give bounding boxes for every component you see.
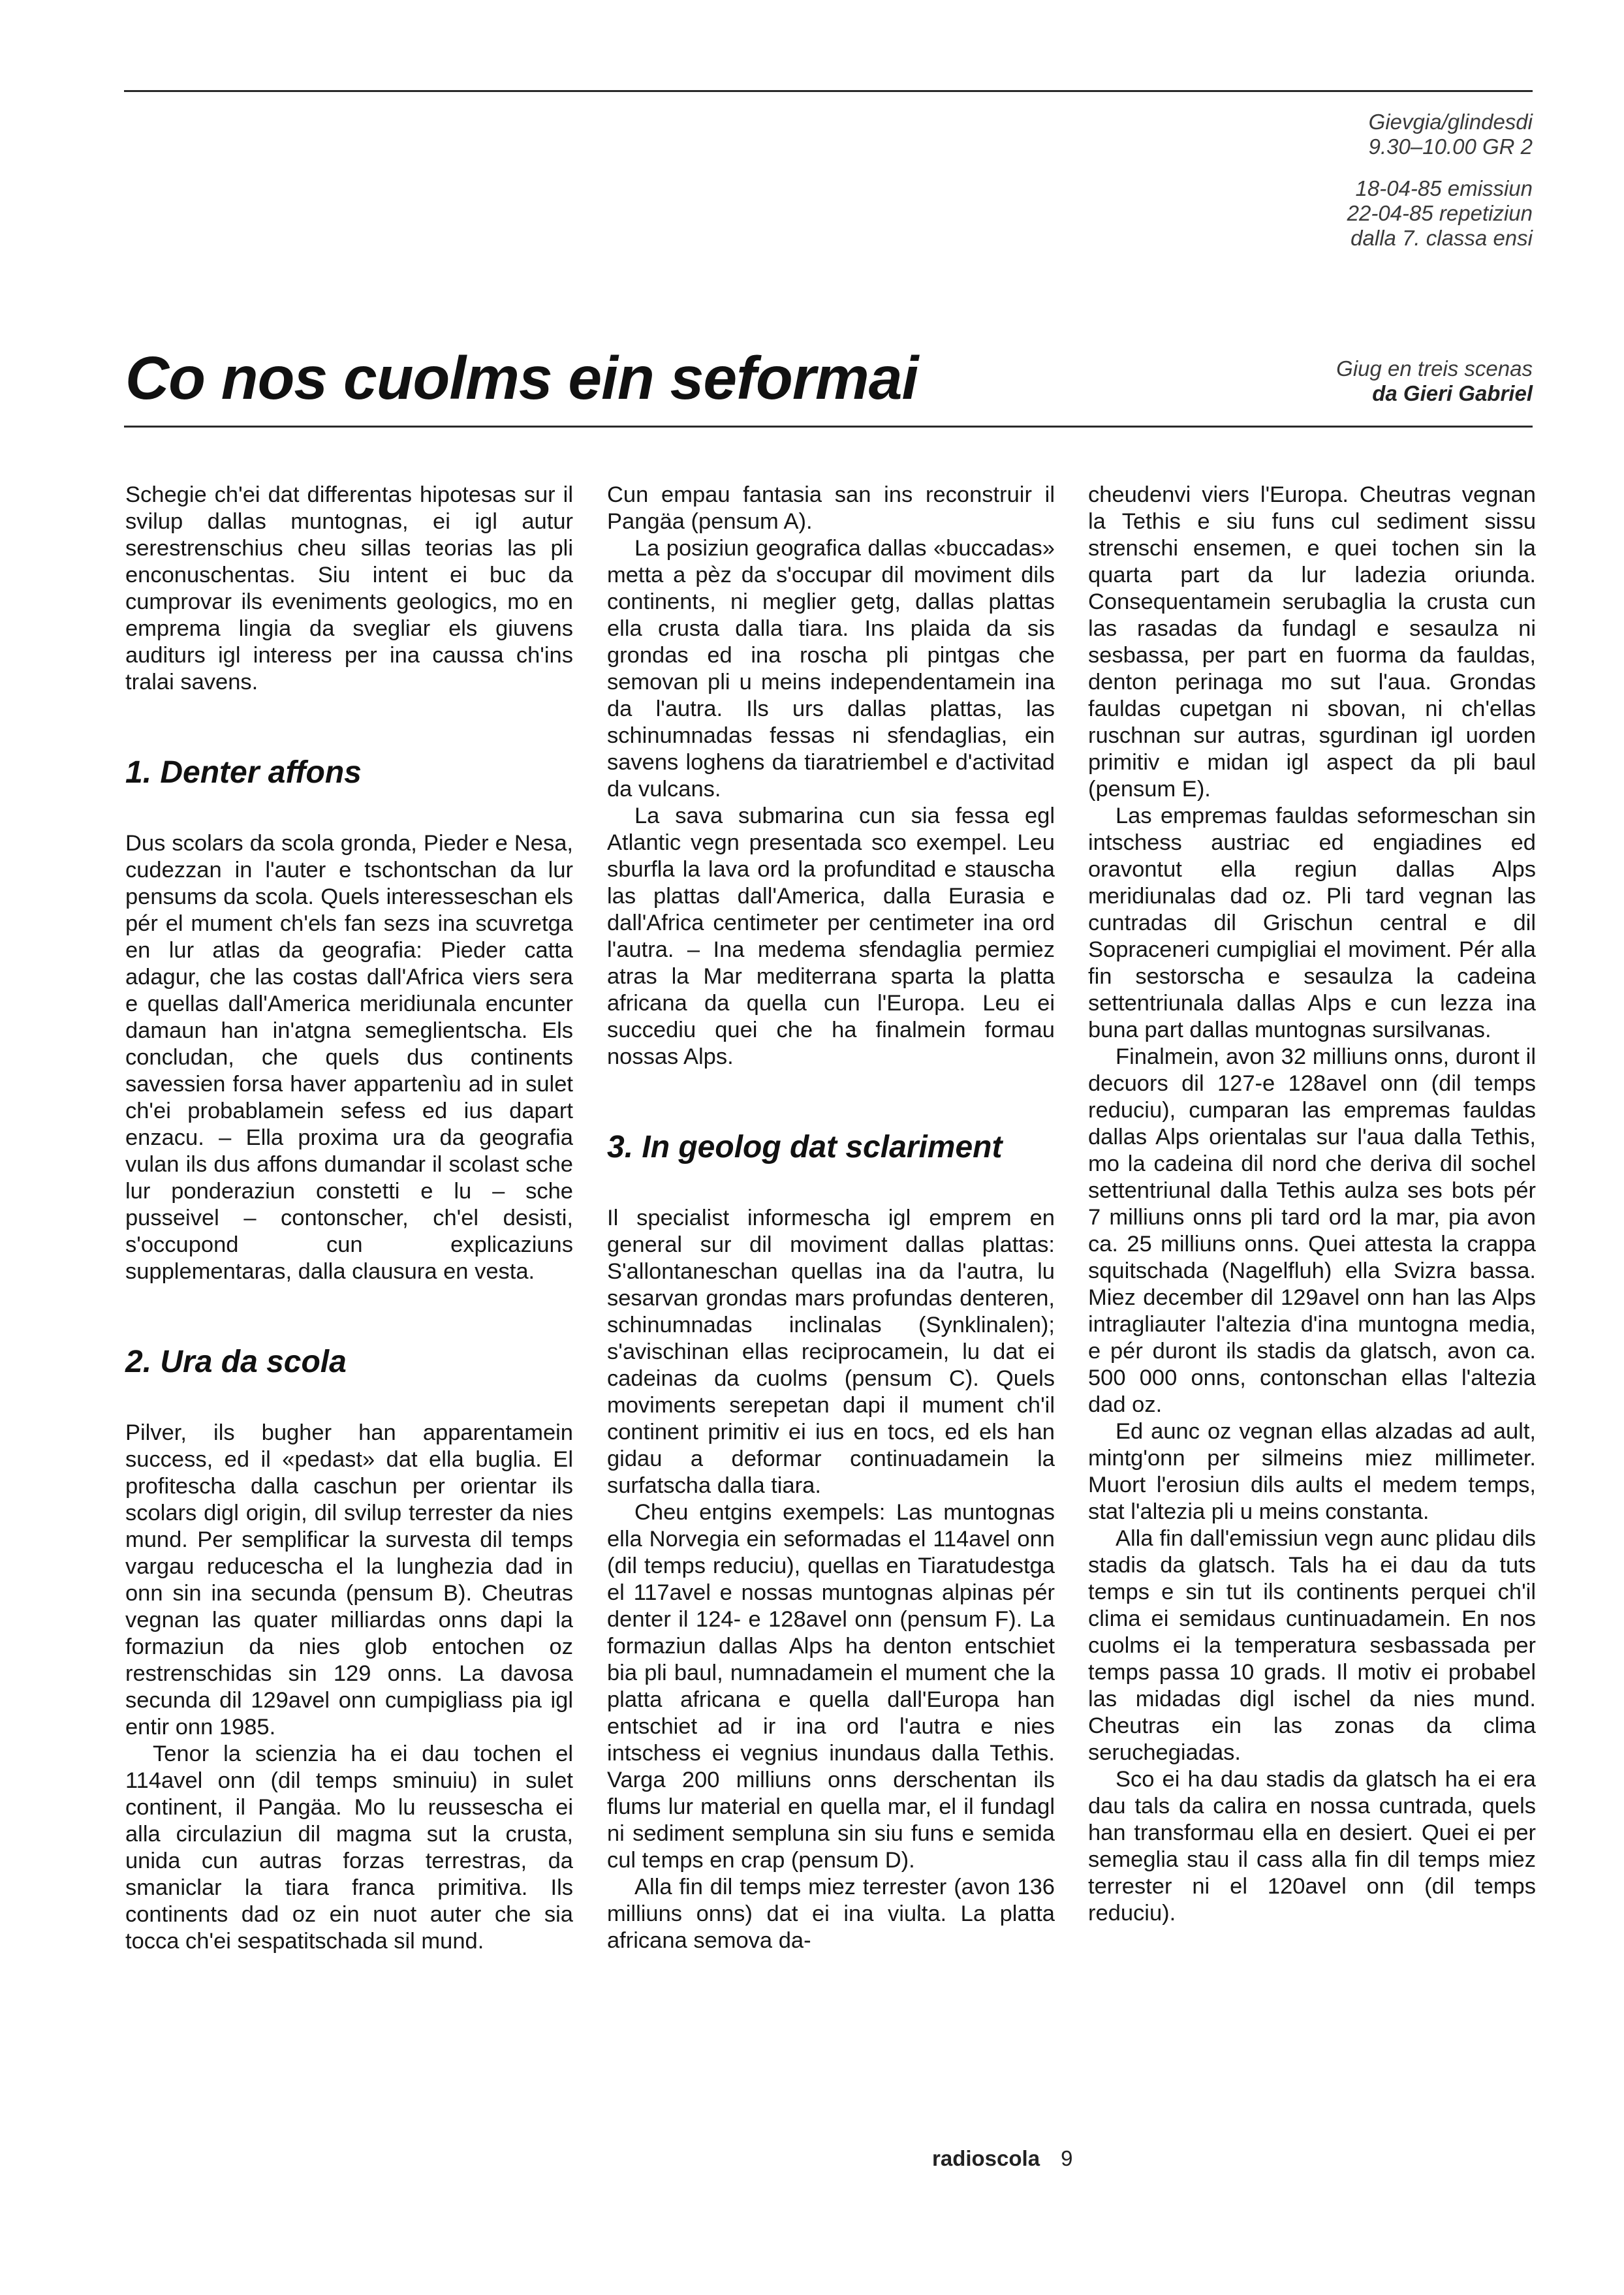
section-heading-1: 1. Denter affons xyxy=(125,755,362,790)
section-heading-2: 2. Ura da scola xyxy=(125,1345,347,1379)
repetition-date: 22-04-85 repetiziun xyxy=(1347,201,1533,225)
paragraph: Ed aunc oz vegnan ellas alzadas ad ault, mintg'onn per silmeins miez millimeter. Muort l'erosiun dils aults el medem temps, stat l'altezia pli u meins constanta. xyxy=(1088,1419,1536,1524)
paragraph: Sco ei ha dau stadis da glatsch ha ei era dau tals da calira en nossa cuntrada, quels han transformau ella en desiert. Quei ei per semeglia stau il cass alla fin dil temps miez terrester ni el 120avel onn (dil temps reduciu). xyxy=(1088,1767,1536,1926)
section-heading-3: 3. In geolog dat sclariment xyxy=(607,1130,1003,1164)
emission-date: 18-04-85 emissiun xyxy=(1355,176,1533,200)
paragraph: Cun empau fantasia san ins reconstruir il Pangäa (pensum A). xyxy=(607,482,1055,534)
paragraph: Pilver, ils bugher han apparentamein success, ed il «pedast» dat ella buglia. El profitescha dalla caschun per orientar ils scolars digl origin, dil svilup terrester da nies mund. Per semplificar la survesta dil temps vargau reducescha el la lunghezia dad in onn sin ina secunda (pensum B). Cheutras vegnan las quater milliardas onns dapi la formaziun da nies glob entochen oz restrenschidas sin 129 onns. La davosa secunda dil 129avel onn cumpigliass pia igl entir onn 1985. xyxy=(125,1420,573,1740)
column-3 xyxy=(1088,482,1536,1927)
paragraph: Alla fin dil temps miez terrester (avon 136 milliuns onns) dat ei ina viulta. La platta africana semova da- xyxy=(607,1875,1055,1953)
author-label: da Gieri Gabriel xyxy=(1372,381,1533,405)
publication-name: radioscola xyxy=(932,2146,1040,2170)
paragraph: Dus scolars da scola gronda, Pieder e Nesa, cudezzan in l'auter e tschontschan da lur pensums da scola. Quels interesseschan els pér el mument ch'els fan sezs ina scuvretga en lur atlas da geografia: Pieder catta adagur, che las costas dall'Africa viers sera e quellas dall'America meridiunala encunter damaun han in'atgna semeglientscha. Els concludan, che quels dus continents savessien forsa haver appartenìu ad in sulet ch'ei probablamein sefess ed ius dapart enzacu. – Ella proxima ura da geografia vulan ils dus affons dumandar il scolast sche lur ponderaziun constetti e lu – sche pusseivel – contonscher, ch'el desisti, s'occupond cun explicaziuns supplementaras, dalla clausura en vesta. xyxy=(125,831,573,1284)
paragraph: La posiziun geografica dallas «buccadas» metta a pèz da s'occupar dil moviment dils continents, ni meglier getg, dallas plattas ella crusta dalla tiara. Ins plaida da sis grondas ed ina roscha pli pintgas che semovan pli u meins independentamein ina da l'autra. Ils urs dallas plattas, las schinumnadas fessas ni sfendaglias, ein savens loghens da tiaratriembel e d'activitad da vulcans. xyxy=(607,536,1055,802)
top-rule xyxy=(124,90,1533,92)
column-2 xyxy=(607,482,1055,1954)
column-1 xyxy=(125,482,573,1955)
page-title: Co nos cuolms ein seformai xyxy=(125,344,918,412)
broadcast-day: Gievgia/glindesdi xyxy=(1368,110,1533,134)
broadcast-info xyxy=(1347,110,1533,251)
title-rule xyxy=(124,426,1533,428)
page-footer xyxy=(932,2146,1072,2172)
paragraph: cheudenvi viers l'Europa. Cheutras vegnan la Tethis e siu funs cul sediment sissu strenschi ensemen, e quei tochen sin la quarta part da lur ladezia oriunda. Consequentamein serubaglia la crusta cun las rasadas da fundagl e sesaulza ni sesbassa, per part en fuorma da fauldas, denton perinaga mo sut l'aua. Grondas fauldas cupetgan ni sbovan, ni ch'ellas ruschnan sur autras, sgurdinan igl uorden primitiv e midan igl aspect da pli baul (pensum E). xyxy=(1088,482,1536,802)
paragraph: Las empremas fauldas seformeschan sin intschess austriac ed engiadines ed oravontut ella regiun dallas Alps meridiunalas dad oz. Pli tard vegnan las cuntradas dil Grischun central e dil Sopraceneri cumpigliai el moviment. Pér alla fin sestorscha e sesaulza la cadeina settentriunala dallas Alps e cun lezza ina buna part dallas muntognas sursilvanas. xyxy=(1088,804,1536,1042)
paragraph: La sava submarina cun sia fessa egl Atlantic vegn presentada sco exempel. Leu sburfla la lava ord la profunditad e stauscha las plattas dall'America, dalla Eurasia e dall'Africa centimeter per centimeter ina ord l'autra. – Ina medema sfendaglia permiez atras la Mar mediterrana sparta la platta africana da quella cun l'Europa. Leu ei succediu quei che ha finalmein formau nossas Alps. xyxy=(607,804,1055,1069)
genre-label: Giug en treis scenas xyxy=(1336,356,1533,381)
paragraph: Alla fin dall'emissiun vegn aunc plidau dils stadis da glatsch. Tals ha ei dau da tuts temps e sin tut ils continents perquei ch'il clima ei semidaus cuntinuadamein. En nos cuolms ei la temperatura sesbassada per temps passa 10 grads. Il motiv ei probabel las midadas digl ischel da nies mund. Cheutras ein las zonas da clima seruchegiadas. xyxy=(1088,1526,1536,1765)
paragraph: Il specialist informescha igl emprem en general sur dil moviment dallas plattas: S'allontaneschan quellas ina da l'autra, lu sesarvan grondas mars profundas denteren, schinumnadas inclinalas (Synklinalen); s'avischinan ellas reciprocamein, lu dat ei cadeinas da cuolms (pensum C). Quels moviments serepetan dapi il mument ch'il continent primitiv ei ius en tocs, ed els han gidau a deformar continuadamein la surfatscha dalla tiara. xyxy=(607,1206,1055,1498)
intro-paragraph: Schegie ch'ei dat differentas hipotesas sur il svilup dallas muntognas, ei igl autur serestrenschius cheu sillas teorias las pli enconuschentas. Siu intent ei buc da cumprovar ils eveniments geologics, mo en emprema lingia da svegliar els giuvens auditurs igl interess per ina caussa ch'ins tralai savens. xyxy=(125,482,573,695)
subtitle xyxy=(1336,356,1533,406)
page-number: 9 xyxy=(1061,2146,1073,2170)
broadcast-time: 9.30–10.00 GR 2 xyxy=(1368,134,1533,159)
paragraph: Cheu entgins exempels: Las muntognas ella Norvegia ein seformadas el 114avel onn (dil temps reduciu), quellas en Tiaratudestga el 117avel e nossas muntognas alpinas pér denter il 124- e 128avel onn (pensum F). La formaziun dallas Alps ha denton entschiet bia pli baul, numnadamein el mument che la platta africana e quella dall'Europa han entschiet ad ir ina ord l'autra e nies intschess ei vegnius inundaus dalla Tethis. Varga 200 milliuns onns derschentan ils flums lur material en quella mar, el il fundagl ni sediment sempluna sin siu funs e semida cul temps en crap (pensum D). xyxy=(607,1500,1055,1873)
paragraph: Finalmein, avon 32 milliuns onns, duront il decuors dil 127-e 128avel onn (dil temps reduciu), cumparan las empremas fauldas dallas Alps orientalas sur l'aua dalla Tethis, mo la cadeina dil nord che deriva dil sochel settentriunal dalla Tethis aulza ses bots pér 7 milliuns onns pli tard ord la mar, pia avon ca. 25 milliuns onns. Quei attesta la crappa squitschada (Nagelfluh) ella Svizra bassa. Miez december dil 129avel onn han las Alps intragliauter l'altezia d'ina muntogna media, e pér duront ils stadis da glatsch, avon ca. 500 000 onns, contonschan ellas l'altezia dad oz. xyxy=(1088,1044,1536,1417)
audience-level: dalla 7. classa ensi xyxy=(1351,226,1533,250)
paragraph: Tenor la scienzia ha ei dau tochen el 114avel onn (dil temps sminuiu) in sulet continent, il Pangäa. Mo lu reussescha ei alla circulaziun dil magma sut la crusta, unida cun autras forzas terrestras, da smaniclar la tiara franca primitiva. Ils continents dad oz ein nuot auter che sia tocca ch'ei sespatitschada sil mund. xyxy=(125,1741,573,1954)
